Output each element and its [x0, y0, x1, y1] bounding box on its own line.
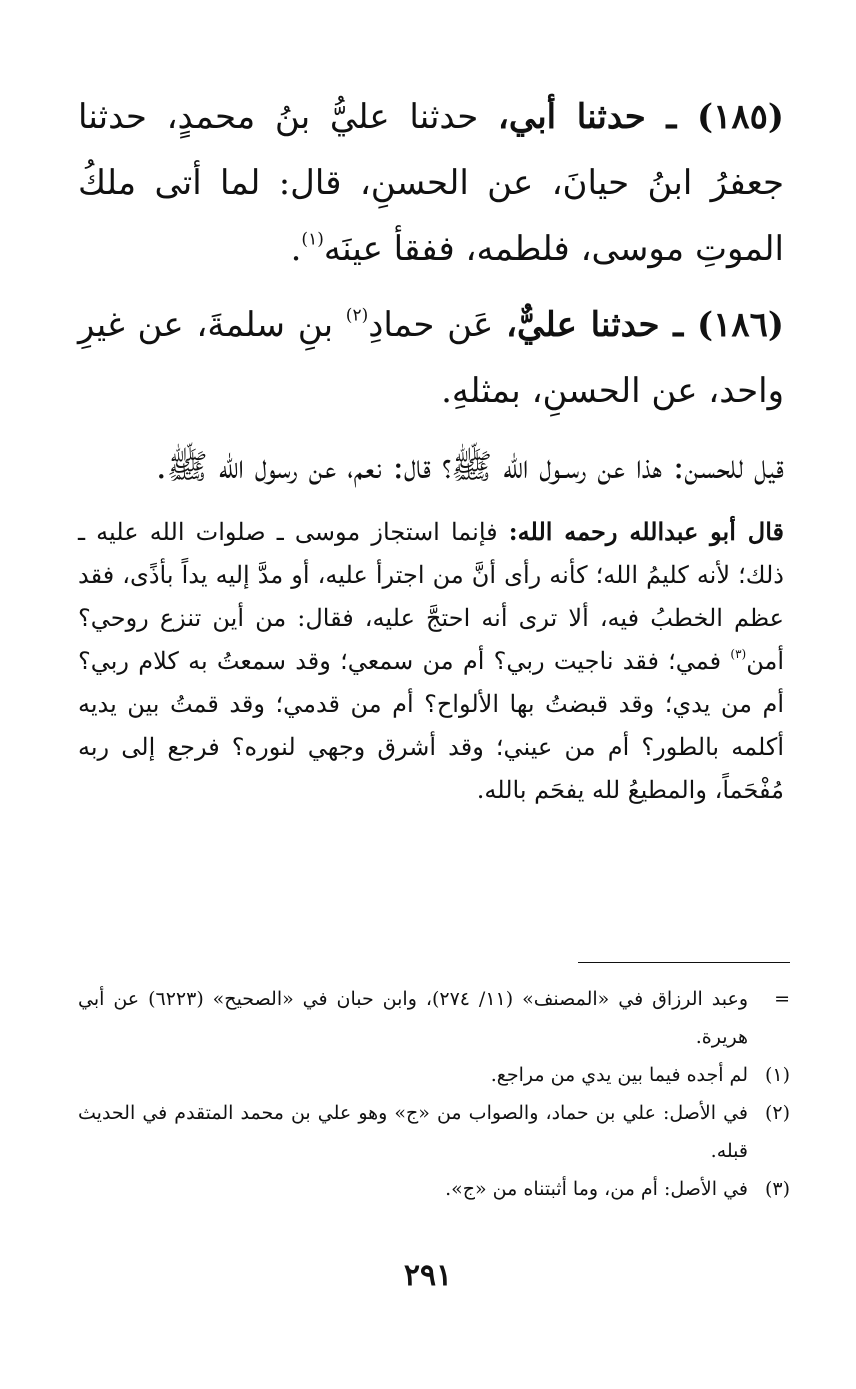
footnote-number: (٢) — [764, 1102, 790, 1124]
footnote-ref-3: (٣) — [730, 647, 747, 662]
footnote-3 — [78, 1170, 790, 1208]
footnotes — [78, 980, 790, 1208]
footnote-text: لم أجده فيما بين يدي من مراجع. — [490, 1064, 748, 1086]
hadith-186 — [78, 292, 784, 424]
hadith-186-part2: بنِ سلمةَ، عن غيرِ واحد، عن الحسنِ، بمثلهِ. — [78, 305, 784, 411]
footnote-text: في الأصل: أم من، وما أثبتناه من «ج». — [445, 1178, 748, 1200]
commentary-part2: فمي؛ فقد ناجيت ربي؟ أم من سمعي؛ وقد سمعتُ به كلام ربي؟ أم من يدي؛ وقد قبضتُ بها الألواح؟ أم من قدمي؛ وقد قمتُ بين يديه أكلمه بالطور؟ أم من عيني؛ وقد أشرق وجهي لنوره؟ فرجع إلى ربه مُفْحَماً، والمطيعُ لله يفحَم بالله. — [78, 647, 784, 804]
commentary-part1: فإنما استجاز موسى ـ صلوات الله عليه ـ ذلك؛ لأنه كليمُ الله؛ كأنه رأى أنَّ من اجترأ عليه، أو مدَّ إليه يداً بأذًى، فقد عظم الخطبُ فيه، ألا ترى أنه احتجَّ عليه، فقال: من أين تنزع روحي؟ أمن — [78, 518, 784, 675]
hadith-185-lead: (١٨٥) ـ حدثنا أبي، — [497, 97, 784, 137]
footnote-ref-2: (٢) — [345, 305, 369, 326]
footnote-text: في الأصل: علي بن حماد، والصواب من «ج» وهو علي بن محمد المتقدم في الحديث قبله. — [78, 1102, 748, 1162]
commentary-paragraph — [78, 510, 784, 812]
footnote-number: (٣) — [764, 1178, 790, 1200]
commentary-lead: قال أبو عبدالله رحمه الله: — [508, 517, 784, 546]
footnote-1 — [78, 1056, 790, 1094]
footnote-ref-1: (١) — [301, 229, 324, 250]
footnote-text: وعبد الرزاق في «المصنف» (١١/ ٢٧٤)، وابن حبان في «الصحيح» (٦٢٢٣) عن أبي هريرة. — [78, 988, 748, 1048]
question-text: قيل للحسن: هذا عن رسـول الله ﷺ؟ قال: نعم، عن رسول الله ﷺ. — [155, 447, 784, 487]
footnote-2 — [78, 1094, 790, 1170]
hadith-185-body: حدثنا عليُّ بنُ محمدٍ، حدثنا جعفرُ ابنُ حيانَ، عن الحسنِ، قال: لما أتى ملكُ الموتِ موسى، فلطمه، ففقأ عينَه — [78, 97, 784, 269]
hadith-185-end: . — [290, 229, 302, 269]
main-text — [78, 84, 784, 812]
hadith-185 — [78, 84, 784, 282]
footnote-continuation — [78, 980, 790, 1056]
footnote-number: (١) — [764, 1064, 790, 1086]
page-number: ٢٩١ — [403, 1258, 453, 1293]
question-paragraph — [78, 434, 784, 500]
footnote-divider — [578, 962, 790, 963]
hadith-186-part1: عَن حمادِ — [368, 305, 506, 345]
footnote-number: = — [774, 988, 790, 1010]
hadith-186-lead: (١٨٦) ـ حدثنا عليٌّ، — [506, 305, 784, 345]
